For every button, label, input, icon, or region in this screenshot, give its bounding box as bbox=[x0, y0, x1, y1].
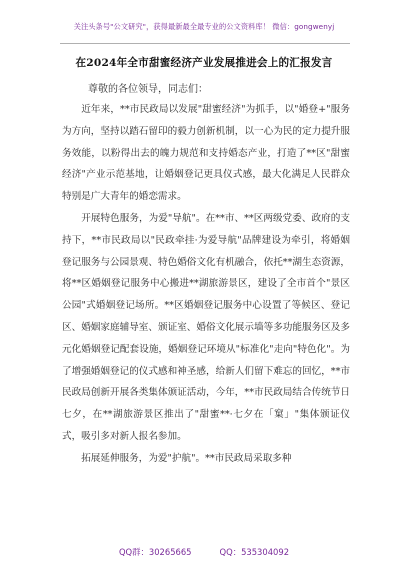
salutation: 尊敬的各位领导，同志们： bbox=[88, 84, 208, 95]
paragraph-intro: 近年来，**市民政局以发展"甜蜜经济"为抓手，以"婚登+"服务为方向，坚持以踏石留印的毅力创新机制，以一心为民的定力提升服务效能，以粉得出去的魄力规范和支持婚态产业，打造了**区"甜蜜经济"产业示范基地，让婚姻登记更具仪式感，最大化满足人民群众特别是广大青年的婚恋需求。 bbox=[62, 104, 350, 203]
document-title: 在2024年全市甜蜜经济产业发展推进会上的汇报发言 bbox=[75, 57, 333, 69]
footer-contact bbox=[0, 546, 408, 558]
header-divider bbox=[60, 43, 350, 44]
paragraph-escort: 拓展延伸服务，为爱"护航"。**市民政局采取多种 bbox=[81, 452, 292, 464]
footer-qq-number: QQ：535304092 bbox=[219, 547, 290, 557]
document-body bbox=[62, 99, 350, 470]
paragraph-navigation: 开展特色服务，为爱"导航"。在**市、**区两级党委、政府的支持下，**市民政局以"民政牵挂·为爱导航"品牌建设为牵引，将婚姻登记服务与公园景观、特色婚俗文化有机融合，依托**湖生态资源，将**区婚姻登记服务中心搬进**湖旅游景区，建设了全市首个"景区公园"式婚姻登记场所。**区婚姻登记服务中心设置了等候区、登记区、婚姻家庭辅导室、颁证室、婚俗文化展示墙等多功能服务区及多元化婚姻登记配套设施，婚姻登记环境从"标准化"走向"特色化"。为了增强婚姻登记的仪式感和神圣感，给新人们留下难忘的回忆，**市民政局创新开展各类集体颁证活动，今年，**市民政局结合传统节日七夕，在**湖旅游景区推出了"甜蜜**·七夕在「窠」"集体颁证仪式，吸引多对新人报名参加。 bbox=[62, 212, 350, 442]
header-banner: 关注头条号"公文研究"，获得最新最全最专业的公文资料库！ 微信：gongwenyj bbox=[73, 22, 335, 31]
footer-qq-group: QQ群：30265665 bbox=[118, 547, 192, 557]
